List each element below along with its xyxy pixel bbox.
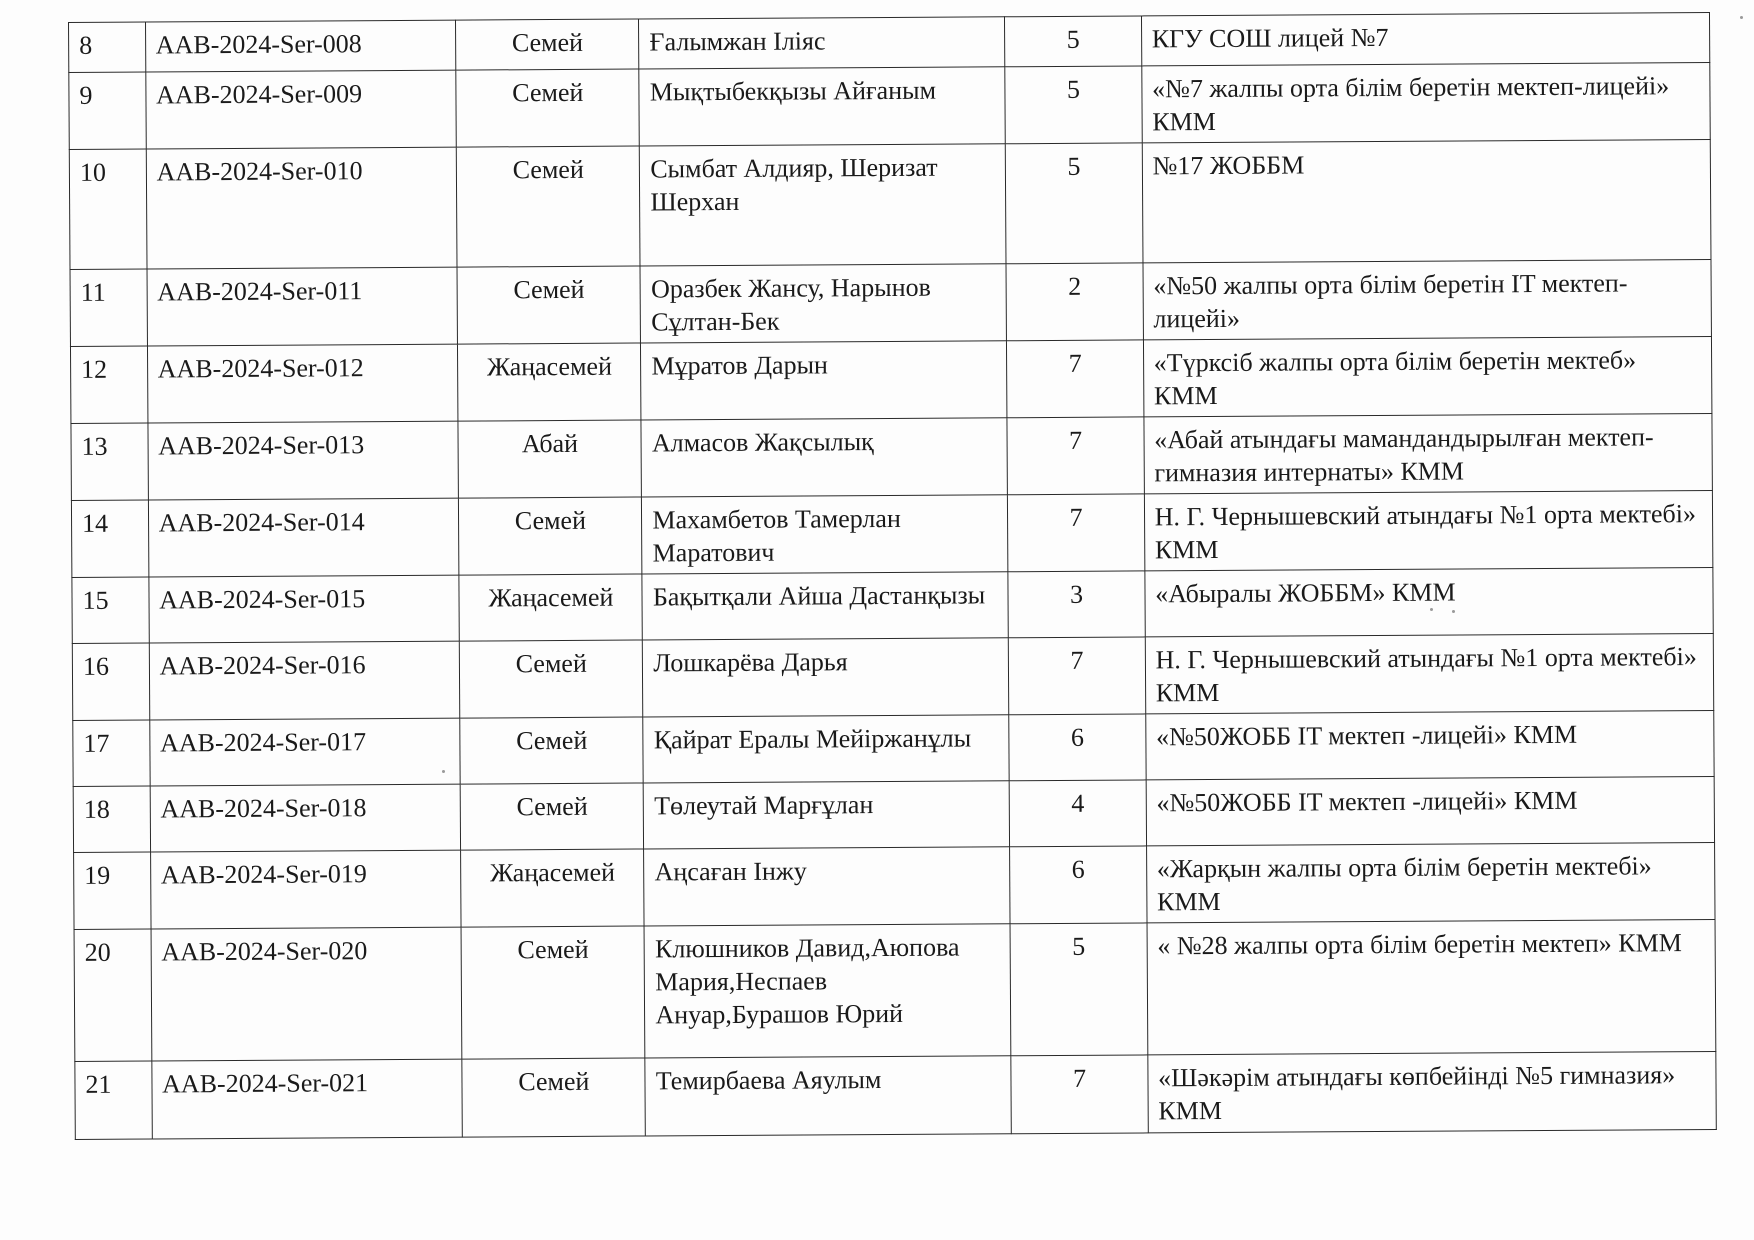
participant-name: Клюшников Давид,Аюпова Мария,Неспаев Ануар,Бурашов Юрий (644, 924, 1011, 1058)
participant-name: Лошкарёва Дарья (643, 638, 1010, 717)
table-row (73, 776, 1714, 852)
table-row (69, 139, 1711, 269)
participant-code: AAB-2024-Ser-013 (148, 421, 459, 500)
school: « №28 жалпы орта білім беретін мектеп» КММ (1147, 919, 1716, 1054)
grade: 7 (1011, 1055, 1148, 1134)
school: «№7 жалпы орта білім беретін мектеп-лицейі» КММ (1141, 62, 1710, 142)
grade: 4 (1010, 780, 1147, 847)
grade: 5 (1005, 66, 1142, 144)
participant-name: Аңсаған Інжу (644, 847, 1011, 926)
school: «Шәкәрім атындағы көпбейінді №5 гимназия» КММ (1147, 1051, 1716, 1132)
row-number: 18 (73, 786, 150, 852)
participant-name: Мықтыбекқызы Айғаным (639, 67, 1006, 146)
school: Н. Г. Чернышевский атындағы №1 орта мектебі» КММ (1144, 490, 1713, 570)
grade: 7 (1007, 417, 1144, 495)
grade: 6 (1010, 846, 1147, 924)
city: Семей (456, 69, 639, 147)
school: «Түрксіб жалпы орта білім беретін мектеб» КММ (1143, 336, 1712, 416)
participant-code: AAB-2024-Ser-019 (150, 850, 461, 929)
row-number: 20 (74, 929, 151, 1061)
school: «№50ЖОББ IT мектеп -лицейі» КММ (1145, 710, 1714, 779)
participant-code: AAB-2024-Ser-015 (149, 575, 460, 643)
participant-name: Темирбаева Аяулым (645, 1056, 1012, 1136)
participant-name: Төлеутай Марғұлан (644, 781, 1010, 849)
school: «Абай атындағы мамандандырылған мектеп-гимназия интернаты» КММ (1144, 413, 1713, 493)
school: «Абыралы ЖОББМ» КММ (1145, 567, 1714, 636)
row-number: 13 (71, 423, 148, 500)
school: №17 ЖОББМ (1142, 139, 1711, 262)
city: Жаңасемей (459, 574, 642, 641)
school: «№50 жалпы орта білім беретін IT мектеп-лицейі» (1143, 259, 1712, 339)
table-row (74, 842, 1715, 929)
row-number: 14 (71, 500, 148, 577)
table-row (71, 490, 1712, 577)
city: Семей (459, 497, 642, 575)
table-row (69, 62, 1710, 149)
row-number: 8 (69, 22, 146, 72)
city: Семей (457, 266, 640, 344)
participant-name: Махамбетов Тамерлан Маратович (642, 495, 1009, 574)
participant-code: AAB-2024-Ser-018 (150, 784, 461, 852)
scan-speck (442, 770, 445, 773)
city: Семей (460, 640, 643, 718)
city: Жаңасемей (461, 849, 644, 927)
participant-code: AAB-2024-Ser-017 (149, 718, 460, 786)
city: Семей (461, 783, 644, 850)
participant-code: AAB-2024-Ser-014 (148, 498, 459, 577)
grade: 7 (1008, 494, 1145, 572)
grade: 2 (1006, 263, 1143, 341)
row-number: 10 (69, 149, 146, 269)
row-number: 11 (70, 269, 147, 346)
city: Абай (458, 420, 641, 498)
grade: 5 (1010, 923, 1147, 1056)
city: Семей (457, 146, 641, 267)
row-number: 19 (74, 852, 151, 929)
participant-code: AAB-2024-Ser-009 (145, 70, 456, 149)
grade: 6 (1009, 714, 1146, 781)
city: Семей (462, 1058, 646, 1137)
participant-code: AAB-2024-Ser-021 (151, 1059, 462, 1139)
table-row (71, 413, 1712, 500)
row-number: 16 (72, 643, 149, 720)
row-number: 9 (69, 72, 146, 149)
school: КГУ СОШ лицей №7 (1141, 12, 1710, 65)
city: Жаңасемей (458, 343, 641, 421)
table-row (72, 567, 1713, 643)
row-number: 17 (73, 720, 150, 786)
grade: 5 (1006, 143, 1143, 264)
table-row (73, 710, 1714, 786)
participants-table (68, 12, 1717, 1140)
grade: 5 (1005, 16, 1142, 67)
participant-code: AAB-2024-Ser-016 (149, 641, 460, 720)
school: «Жарқын жалпы орта білім беретін мектебі» КММ (1146, 842, 1715, 922)
scan-speck (1452, 610, 1455, 613)
city: Семей (461, 926, 645, 1059)
grade: 3 (1008, 571, 1145, 638)
participant-name: Ғалымжан Іліяс (639, 17, 1005, 69)
grade: 7 (1007, 340, 1144, 418)
table-row (70, 259, 1711, 346)
table-row (72, 633, 1713, 720)
table-row (70, 336, 1711, 423)
city: Семей (456, 19, 639, 70)
participant-code: AAB-2024-Ser-010 (146, 147, 457, 269)
school: Н. Г. Чернышевский атындағы №1 орта мектебі» КММ (1145, 633, 1714, 713)
participant-code: AAB-2024-Ser-012 (147, 344, 458, 423)
row-number: 21 (75, 1061, 152, 1139)
scan-speck (1740, 16, 1743, 19)
participant-name: Мұратов Дарын (641, 341, 1008, 420)
table-row (74, 919, 1716, 1061)
table-row (75, 1051, 1716, 1139)
row-number: 12 (70, 346, 147, 423)
city: Семей (460, 717, 643, 784)
participant-name: Қайрат Ералы Мейіржанұлы (643, 715, 1009, 783)
participant-code: AAB-2024-Ser-020 (151, 927, 463, 1061)
participant-name: Сымбат Алдияр, Шеризат Шерхан (640, 144, 1007, 266)
participant-code: AAB-2024-Ser-011 (147, 267, 458, 346)
participant-name: Оразбек Жансу, Нарынов Сұлтан-Бек (640, 264, 1007, 343)
participant-code: AAB-2024-Ser-008 (145, 20, 456, 72)
grade: 7 (1009, 637, 1146, 715)
participant-name: Бақытқали Айша Дастанқызы (642, 572, 1008, 640)
scan-speck (1430, 608, 1433, 611)
school: «№50ЖОББ IT мектеп -лицейі» КММ (1146, 776, 1715, 845)
participant-name: Алмасов Жақсылық (641, 418, 1008, 497)
row-number: 15 (72, 577, 149, 643)
